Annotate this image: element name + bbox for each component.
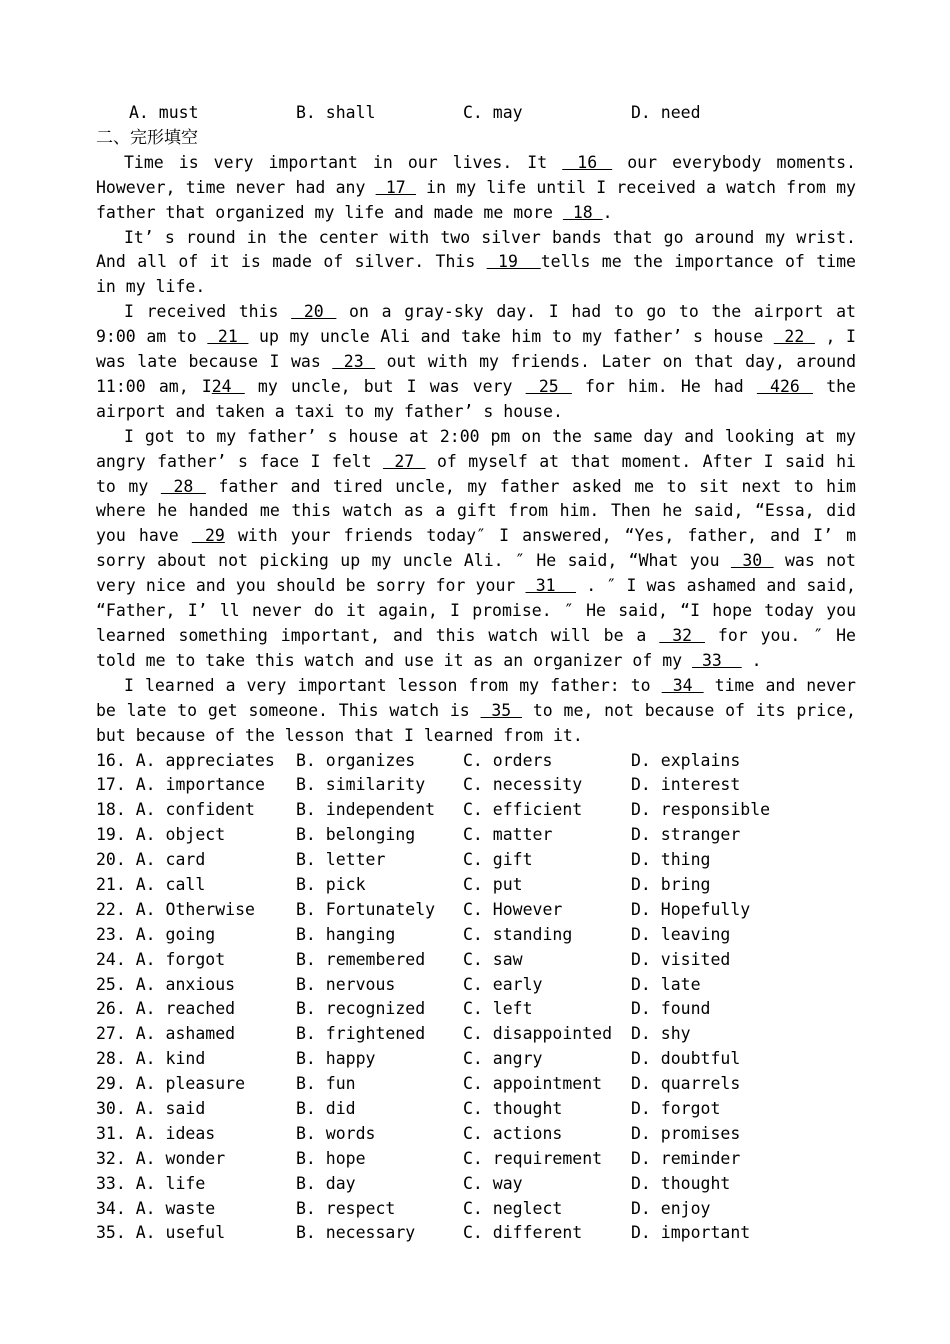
option-b: B. recognized bbox=[296, 999, 426, 1019]
option-a: 33. A. life bbox=[96, 1173, 206, 1193]
option-b: B. hope bbox=[296, 1148, 366, 1168]
blank-26: 426 bbox=[756, 376, 814, 396]
passage-text: I received this bbox=[124, 302, 292, 322]
question-row bbox=[96, 973, 856, 998]
passage-text: our everybody moments. However, time never had any bbox=[96, 152, 856, 197]
passage-text: Time is very important in our lives. It bbox=[124, 152, 563, 172]
option-a: 16. A. appreciates bbox=[96, 750, 275, 770]
option-d: D. found bbox=[631, 999, 711, 1019]
option-d: D. important bbox=[631, 1223, 751, 1243]
question-row bbox=[96, 1097, 856, 1122]
question-row bbox=[96, 1147, 856, 1172]
option-c: C. gift bbox=[463, 850, 533, 870]
option-a: 23. A. going bbox=[96, 924, 216, 944]
option-d: D. late bbox=[631, 974, 701, 994]
blank-28: 28 bbox=[160, 476, 206, 496]
option-d: D. thought bbox=[631, 1173, 731, 1193]
option-d: D. promises bbox=[631, 1123, 741, 1143]
question-row bbox=[96, 997, 856, 1022]
question-row bbox=[96, 1197, 856, 1222]
option-b: B. Fortunately bbox=[296, 899, 436, 919]
option-b: B. words bbox=[296, 1123, 376, 1143]
option-b: B. similarity bbox=[296, 775, 426, 795]
passage-text: with your friends today″ I answered, “Yes, father, and I’ m sorry about not picking up my uncle Ali. ″ He said, “What you bbox=[96, 526, 857, 571]
passage-text: in my life until I received a watch from my father that organized my life and made me more bbox=[96, 177, 856, 222]
option-d: D. stranger bbox=[631, 825, 741, 845]
passage-paragraph-4 bbox=[96, 425, 856, 674]
blank-34: 34 bbox=[661, 675, 704, 695]
option-b: B. frightened bbox=[296, 1024, 426, 1044]
option-a: 17. A. importance bbox=[96, 775, 265, 795]
blank-17: 17 bbox=[375, 177, 416, 197]
passage-text: I got to my father’ s house at 2:00 pm on the same day and looking at my angry father’ s face I felt bbox=[96, 426, 856, 471]
passage-paragraph-5 bbox=[96, 674, 856, 749]
question-row bbox=[96, 873, 856, 898]
option-d: D. doubtful bbox=[631, 1049, 741, 1069]
option-b: B. independent bbox=[296, 800, 436, 820]
passage-text: . ″ I was ashamed and said, “Father, I’ ll never do it again, I promise. ″ He said, “I hope today you learned something important, and this watch will be a bbox=[96, 576, 856, 645]
passage-paragraph-2 bbox=[96, 226, 856, 301]
option-c: C. may bbox=[463, 103, 523, 122]
passage-paragraph-1 bbox=[96, 151, 856, 226]
passage-text: was not very nice and you should be sorry for your bbox=[96, 551, 856, 596]
blank-31: 31 bbox=[525, 576, 576, 596]
passage-text: I learned a very important lesson from my father: to bbox=[124, 675, 662, 695]
option-b: B. hanging bbox=[296, 924, 396, 944]
question-row bbox=[96, 773, 856, 798]
blank-29: 29 bbox=[191, 526, 225, 546]
option-b: B. organizes bbox=[296, 750, 416, 770]
option-d: D. forgot bbox=[631, 1099, 721, 1118]
question-row bbox=[96, 1047, 856, 1072]
blank-18: 18 bbox=[562, 202, 603, 222]
option-d: D. need bbox=[631, 103, 701, 122]
option-c: C. way bbox=[463, 1173, 523, 1193]
option-c: C. requirement bbox=[463, 1148, 603, 1168]
option-d: D. enjoy bbox=[631, 1198, 711, 1218]
option-c: C. orders bbox=[463, 750, 553, 770]
option-b: B. nervous bbox=[296, 974, 396, 994]
question-row bbox=[96, 948, 856, 973]
previous-question-options bbox=[96, 101, 856, 126]
option-c: C. put bbox=[463, 874, 523, 894]
option-a: 28. A. kind bbox=[96, 1049, 206, 1069]
option-d: D. explains bbox=[631, 750, 741, 770]
blank-19: 19 bbox=[486, 252, 541, 272]
option-d: D. quarrels bbox=[631, 1074, 741, 1094]
blank-23: 23 bbox=[332, 352, 376, 372]
passage-text: father and tired uncle, my father asked me to sit next to him where he handed me this watch as a gift from him. Then he said, “Essa, did you have bbox=[96, 476, 856, 546]
passage-text: out with my friends. Later on that day, around 11:00 am, I bbox=[96, 352, 857, 396]
option-c: C. disappointed bbox=[463, 1024, 613, 1044]
option-d: D. bring bbox=[631, 874, 711, 894]
question-row bbox=[96, 1122, 856, 1147]
option-c: C. standing bbox=[463, 924, 573, 944]
question-list bbox=[96, 749, 856, 1247]
option-c: C. thought bbox=[463, 1099, 563, 1118]
option-a: 25. A. anxious bbox=[96, 974, 236, 994]
passage-text: for him. He had bbox=[571, 376, 757, 396]
passage-text: of myself at that moment. After I said hi to my bbox=[96, 451, 856, 496]
option-b: B. remembered bbox=[296, 949, 426, 969]
section-title: 二、完形填空 bbox=[96, 127, 198, 148]
option-d: D. interest bbox=[631, 775, 741, 795]
option-b: B. day bbox=[296, 1173, 356, 1193]
passage-text: to me, not because of its price, but because of the lesson that I learned from it. bbox=[96, 700, 856, 745]
option-c: C. necessity bbox=[463, 775, 583, 795]
option-a: 34. A. waste bbox=[96, 1198, 216, 1218]
passage-text: up my uncle Ali and take him to my father’ s house bbox=[248, 327, 774, 347]
option-c: C. actions bbox=[463, 1123, 563, 1143]
passage-text: my uncle, but I was very bbox=[244, 376, 526, 396]
passage-text: for you. ″ He told me to take this watch and use it as an organizer of my bbox=[96, 626, 856, 670]
passage-paragraph-3 bbox=[96, 300, 856, 425]
option-c: C. However bbox=[463, 899, 563, 919]
blank-35: 35 bbox=[480, 700, 523, 720]
option-a: 21. A. call bbox=[96, 874, 206, 894]
blank-27: 27 bbox=[382, 451, 426, 471]
option-a: 22. A. Otherwise bbox=[96, 899, 255, 919]
option-b: B. did bbox=[296, 1099, 356, 1118]
option-a: 29. A. pleasure bbox=[96, 1074, 246, 1094]
option-a: 18. A. confident bbox=[96, 800, 255, 820]
option-d: D. leaving bbox=[631, 924, 731, 944]
question-row bbox=[96, 1072, 856, 1097]
passage-text: on a gray-sky day. I had to go to the airport at 9:00 am to bbox=[96, 302, 856, 347]
option-a: 35. A. useful bbox=[96, 1223, 226, 1243]
passage-text: . bbox=[602, 202, 613, 222]
blank-32: 32 bbox=[659, 626, 705, 645]
option-d: D. visited bbox=[631, 949, 731, 969]
option-a: A. must bbox=[129, 103, 199, 122]
option-a: 24. A. forgot bbox=[96, 949, 226, 969]
question-row bbox=[96, 923, 856, 948]
option-a: 30. A. said bbox=[96, 1099, 206, 1118]
option-d: D. reminder bbox=[631, 1148, 741, 1168]
blank-25: 25 bbox=[525, 376, 572, 396]
blank-24: 24 bbox=[211, 376, 245, 396]
passage-text: , I was late because I was bbox=[96, 327, 856, 372]
option-c: C. matter bbox=[463, 825, 553, 845]
option-b: B. letter bbox=[296, 850, 386, 870]
option-b: B. belonging bbox=[296, 825, 416, 845]
passage-text: the airport and taken a taxi to my father’ s house. bbox=[96, 376, 856, 421]
option-b: B. fun bbox=[296, 1074, 356, 1094]
option-c: C. early bbox=[463, 974, 543, 994]
option-b: B. shall bbox=[296, 103, 376, 122]
passage-text: . bbox=[741, 650, 762, 670]
option-c: C. left bbox=[463, 999, 533, 1019]
blank-30: 30 bbox=[730, 551, 774, 571]
option-d: D. thing bbox=[631, 850, 711, 870]
blank-20: 20 bbox=[291, 302, 337, 322]
question-row bbox=[96, 749, 856, 774]
option-a: 19. A. object bbox=[96, 825, 226, 845]
option-c: C. efficient bbox=[463, 800, 583, 820]
question-row bbox=[96, 823, 856, 848]
blank-16: 16 bbox=[562, 152, 613, 172]
question-row bbox=[96, 848, 856, 873]
question-row bbox=[96, 1022, 856, 1047]
option-b: B. necessary bbox=[296, 1223, 416, 1243]
option-b: B. pick bbox=[296, 874, 366, 894]
blank-33: 33 bbox=[692, 650, 742, 670]
option-c: C. angry bbox=[463, 1049, 543, 1069]
passage-text: time and never be late to get someone. This watch is bbox=[96, 675, 856, 720]
option-c: C. different bbox=[463, 1223, 583, 1243]
option-c: C. saw bbox=[463, 949, 523, 969]
passage-text: It’ s round in the center with two silver bands that go around my wrist. And all of it is made of silver. This bbox=[96, 227, 856, 272]
question-row bbox=[96, 898, 856, 923]
option-b: B. respect bbox=[296, 1198, 396, 1218]
question-row bbox=[96, 798, 856, 823]
option-a: 26. A. reached bbox=[96, 999, 236, 1019]
option-a: 31. A. ideas bbox=[96, 1123, 216, 1143]
option-c: C. appointment bbox=[463, 1074, 603, 1094]
question-row bbox=[96, 1221, 856, 1246]
blank-21: 21 bbox=[207, 327, 249, 347]
option-a: 20. A. card bbox=[96, 850, 206, 870]
option-d: D. Hopefully bbox=[631, 899, 751, 919]
option-a: 32. A. wonder bbox=[96, 1148, 226, 1168]
option-a: 27. A. ashamed bbox=[96, 1024, 236, 1044]
blank-22: 22 bbox=[773, 327, 815, 347]
option-d: D. responsible bbox=[631, 800, 771, 820]
option-d: D. shy bbox=[631, 1024, 691, 1044]
question-row bbox=[96, 1172, 856, 1197]
passage-text: tells me the importance of time in my life. bbox=[96, 252, 856, 297]
document-content bbox=[96, 101, 856, 1246]
option-b: B. happy bbox=[296, 1049, 376, 1069]
option-c: C. neglect bbox=[463, 1198, 563, 1218]
